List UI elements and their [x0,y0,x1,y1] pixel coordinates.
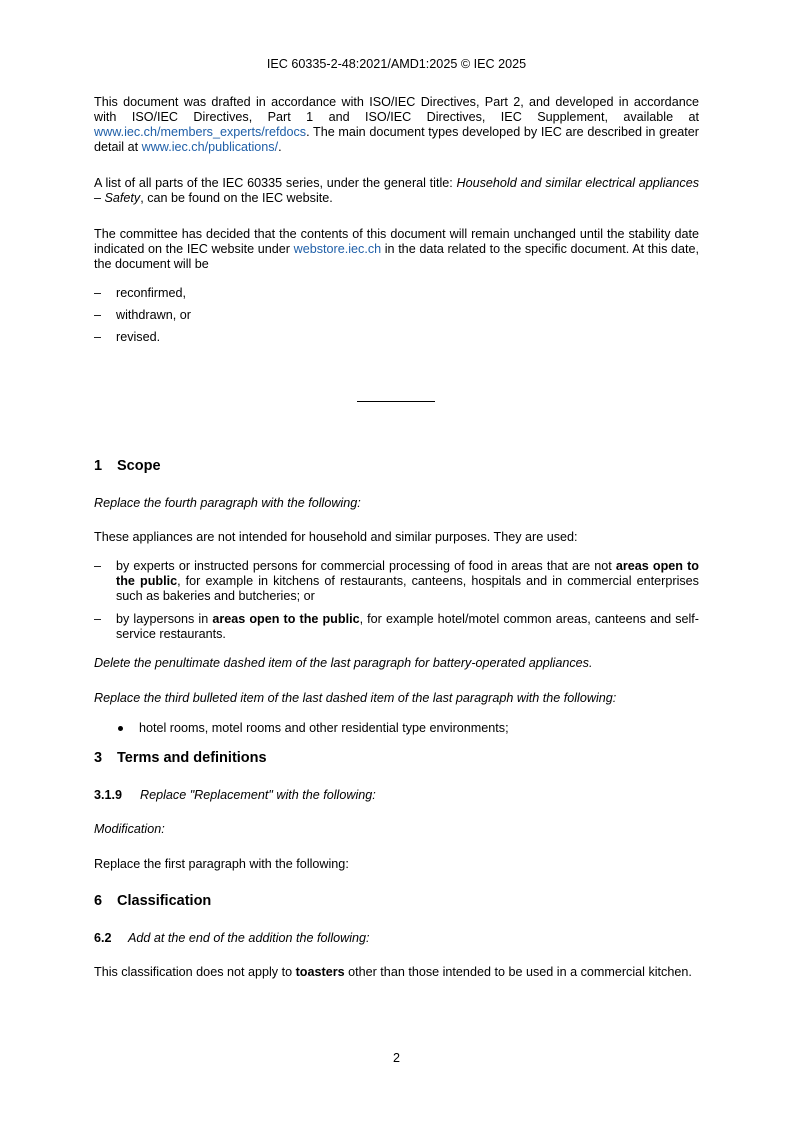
subclause-number: 3.1.9 [94,788,123,802]
foreword-paragraph-2 [94,176,699,206]
scope-body: These appliances are not intended for household and similar purposes. They are used: [94,530,578,544]
scope-instruction-1: Replace the fourth paragraph with the following: [94,496,361,510]
modification-label: Modification: [94,822,165,836]
foreword-p1-text-1: This document was drafted in accordance with ISO/IEC Directives, Part 2, and developed in accordance with ISO/IEC Directives, Part 1 and ISO/IEC Directives, IEC Supplement, available at [94,95,699,124]
dash-item-withdrawn [94,308,699,323]
foreword-p2-text-1: A list of all parts of the IEC 60335 series, under the general title: [94,176,457,190]
dash-marker: – [94,286,102,300]
bullet-item-text: hotel rooms, motel rooms and other residential type environments; [139,721,509,735]
dash-marker: – [94,330,102,344]
bullet-marker [118,726,123,731]
foreword-p1-text-2: . The main document types developed by IEC are described in greater detail at [94,125,699,154]
document-header: IEC 60335-2-48:2021/AMD1:2025 © IEC 2025 [266,57,527,71]
dash-item-reconfirmed [94,286,699,301]
defined-term: areas open to the public [116,559,699,588]
subclause-instruction: Replace "Replacement" with the following: [140,788,376,802]
classification-text-2: other than those intended to be used in a commercial kitchen. [344,965,692,979]
refdocs-link[interactable]: www.iec.ch/members_experts/refdocs [94,125,307,139]
scope-item2-text-1: by laypersons in [116,612,213,626]
dash-item-revised [94,330,699,345]
section-number: 1 [94,458,103,474]
subclause-3-1-9 [94,788,376,802]
section-title: Scope [117,458,161,474]
dash-item-text: withdrawn, or [116,308,191,322]
dash-item-text [116,612,699,642]
defined-term: toasters [295,965,345,979]
section-title: Classification [117,893,212,909]
dash-item-text [116,559,699,604]
series-title: Household and similar electrical appliances – Safety [94,176,699,205]
dash-marker: – [94,559,102,573]
section-6-heading [94,893,211,909]
foreword-p3-text-2: in the data related to the specific document. At this date, the document will be [94,242,700,271]
section-number: 6 [94,893,103,909]
dash-item-text: reconfirmed, [116,286,186,300]
foreword-paragraph-3 [94,227,699,272]
foreword-paragraph-1 [94,95,699,155]
subclause-number: 6.2 [94,931,112,945]
foreword-p3-text-1: The committee has decided that the contents of this document will remain unchanged until the stability date indicated on the IEC website under [94,227,699,256]
classification-body [94,965,699,980]
publications-link[interactable]: www.iec.ch/publications/ [141,140,279,154]
foreword-p2-text-2: , can be found on the IEC website. [140,191,333,205]
terms-body: Replace the first paragraph with the following: [94,857,349,871]
scope-bullet-item [118,721,699,736]
defined-term: areas open to the public [212,612,360,626]
subclause-instruction: Add at the end of the addition the following: [128,931,370,945]
section-number: 3 [94,750,103,766]
foreword-p1-text-3: . [278,140,282,154]
scope-dash-item-1 [94,559,699,604]
scope-item2-text-2: , for example hotel/motel common areas, canteens and self-service restaurants. [116,612,699,641]
section-title: Terms and definitions [117,750,267,766]
section-separator [357,401,435,402]
page-number: 2 [392,1051,400,1065]
scope-item1-text-2: , for example in kitchens of restaurants, canteens, hospitals and in commercial enterprises such as bakeries and butcheries; or [116,574,699,603]
dash-marker: – [94,308,102,322]
dash-marker: – [94,612,102,626]
scope-instruction-3: Replace the third bulleted item of the last dashed item of the last paragraph with the following: [94,691,617,705]
classification-text-1: This classification does not apply to [94,965,296,979]
section-1-heading [94,458,161,474]
scope-item1-text-1: by experts or instructed persons for commercial processing of food in areas that are not [116,559,616,573]
section-3-heading [94,750,267,766]
scope-dash-item-2 [94,612,699,642]
dash-item-text: revised. [116,330,161,344]
subclause-6-2 [94,931,370,945]
scope-instruction-2: Delete the penultimate dashed item of the last paragraph for battery-operated appliances. [94,656,593,670]
webstore-link[interactable]: webstore.iec.ch [293,242,382,256]
